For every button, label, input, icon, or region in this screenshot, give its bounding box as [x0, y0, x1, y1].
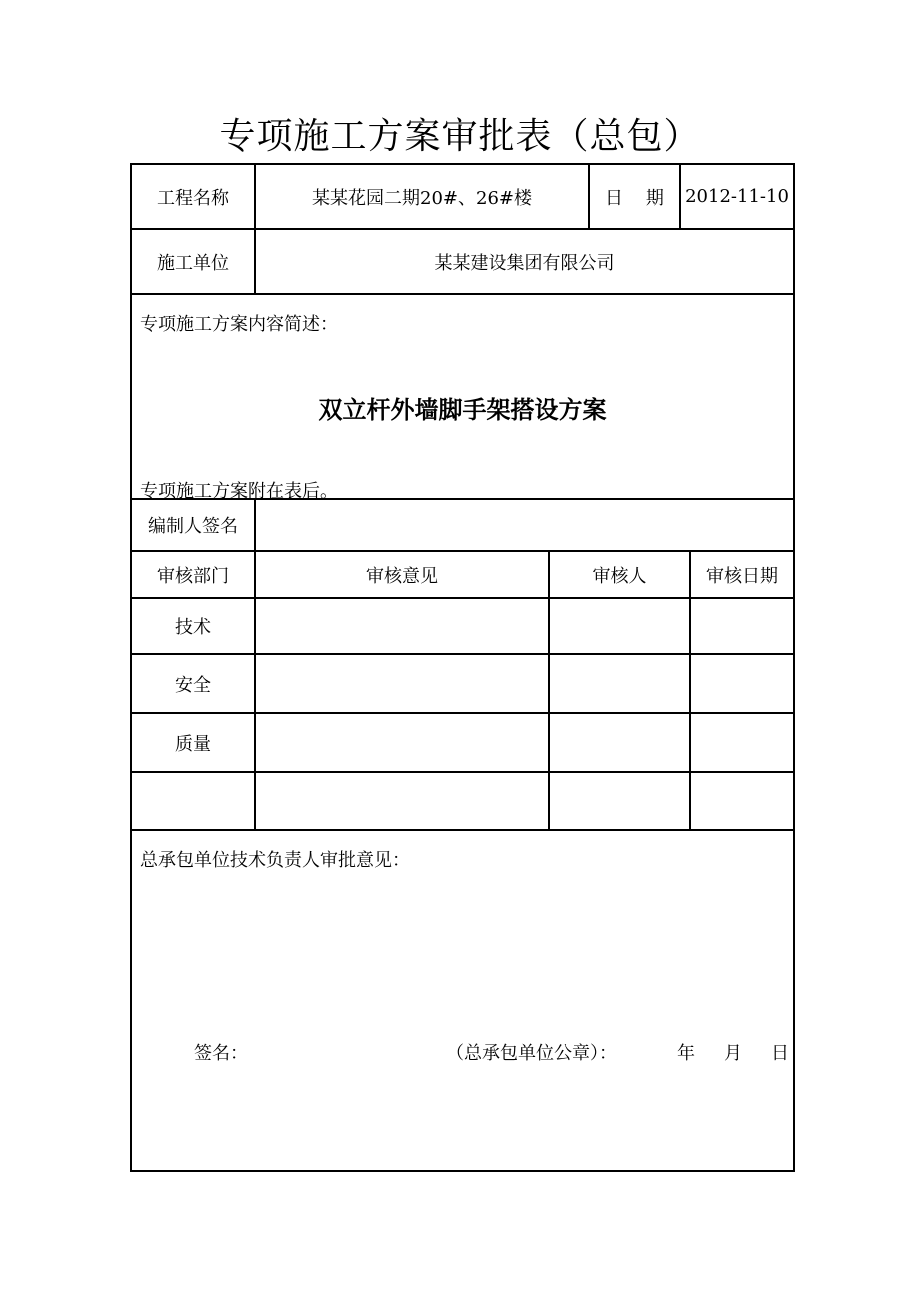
review-dept-cell: 安全 [175, 674, 211, 696]
table-border-right [793, 163, 795, 1172]
project-name-label: 工程名称 [157, 187, 229, 209]
compiler-signature-field[interactable] [256, 500, 793, 550]
review-dept-cell: 技术 [175, 617, 211, 638]
summary-label: 专项施工方案内容简述： [140, 314, 338, 335]
review-reviewer-cell[interactable] [550, 714, 689, 771]
review-date-cell[interactable] [691, 714, 793, 771]
review-date-cell[interactable] [691, 655, 793, 712]
approval-day-label: 日 [771, 1043, 789, 1064]
row-divider [130, 293, 795, 295]
review-opinion-cell[interactable] [256, 773, 548, 829]
plan-name: 双立杆外墙脚手架搭设方案 [318, 396, 607, 424]
review-opinion-cell[interactable] [256, 599, 548, 653]
review-date-cell[interactable] [691, 773, 793, 829]
construction-unit-value[interactable]: 某某建设集团有限公司 [434, 252, 615, 274]
form-title: 专项施工方案审批表（总包） [219, 116, 701, 157]
construction-unit-label: 施工单位 [157, 252, 229, 274]
review-opinion-cell[interactable] [256, 655, 548, 712]
project-name-value[interactable]: 某某花园二期20#、26#楼 [312, 187, 532, 209]
review-reviewer-cell[interactable] [550, 599, 689, 653]
company-seal-label: （总承包单位公章）： [446, 1043, 617, 1064]
review-date-cell[interactable] [691, 599, 793, 653]
attached-note: 专项施工方案附在表后。 [140, 481, 338, 502]
review-reviewer-cell[interactable] [550, 655, 689, 712]
review-dept-cell: 质量 [175, 733, 211, 755]
review-dept-cell[interactable] [132, 773, 254, 829]
date-value[interactable]: 2012-11-10 [685, 186, 789, 207]
approval-label: 总承包单位技术负责人审批意见： [140, 850, 410, 871]
signature-label: 签名： [194, 1043, 248, 1064]
table-border-bottom [130, 1170, 795, 1172]
date-label: 日 期 [605, 187, 664, 209]
approval-year-label: 年 [677, 1043, 695, 1064]
row-divider [130, 829, 795, 831]
review-reviewer-cell[interactable] [550, 773, 689, 829]
col-header-review-date: 审核日期 [706, 565, 778, 587]
col-header-dept: 审核部门 [157, 565, 229, 587]
compiler-signature-label: 编制人签名 [148, 516, 238, 537]
approval-month-label: 月 [724, 1043, 742, 1064]
review-opinion-cell[interactable] [256, 714, 548, 771]
col-header-opinion: 审核意见 [366, 565, 438, 587]
col-header-reviewer: 审核人 [592, 565, 647, 587]
